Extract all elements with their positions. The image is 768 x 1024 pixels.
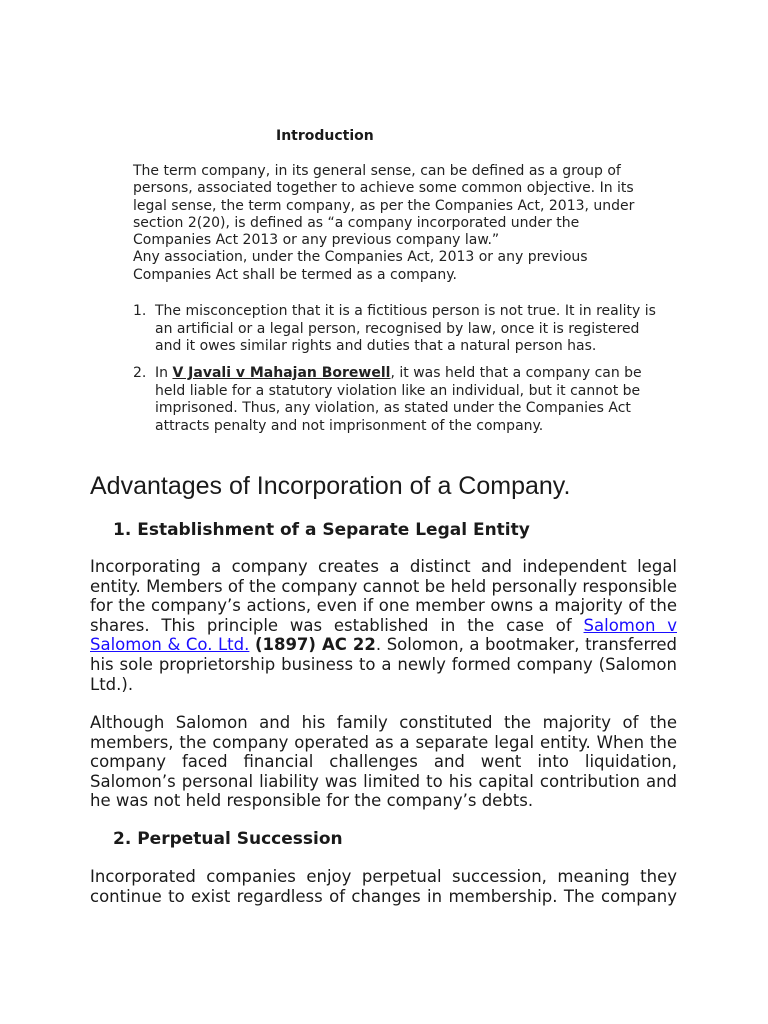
section-2-paragraph-1	[90, 867, 677, 906]
intro-line: legal sense, the term company, as per the Companies Act, 2013, under	[133, 197, 635, 214]
para-text: shares. This principle was established in the case of	[90, 615, 584, 635]
intro-line: persons, associated together to achieve some common objective. In its	[133, 180, 634, 197]
para-text: . Solomon, a bootmaker, transferred	[375, 635, 677, 655]
para-line: members, the company operated as a separate legal entity. When the	[90, 732, 677, 752]
para-line: continue to exist regardless of changes in membership. The company	[90, 886, 677, 906]
list-line	[155, 365, 642, 383]
para-line	[90, 635, 677, 655]
introduction-title: Introduction	[276, 128, 374, 144]
para-line: his sole proprietorship business to a newly formed company (Salomon	[90, 654, 677, 674]
case-citation: (1897) AC 22	[254, 635, 376, 655]
list-number: 1.	[133, 303, 147, 319]
list-line: The misconception that it is a fictitious person is not true. It in reality is	[155, 303, 656, 319]
section-title: Perpetual Succession	[137, 829, 343, 849]
list-line: an artificial or a legal person, recognised by law, once it is registered	[155, 320, 640, 337]
list-line: imprisoned. Thus, any violation, as stated under the Companies Act	[155, 400, 631, 416]
introduction-paragraph	[133, 163, 663, 284]
section-1-heading	[113, 519, 530, 541]
list-line: held liable for a statutory violation like an individual, but it cannot be	[155, 382, 641, 399]
list-item-text	[155, 365, 642, 435]
para-line: company faced financial challenges and went into liquidation,	[90, 752, 677, 772]
para-line: entity. Members of the company cannot be held personally responsible	[90, 576, 677, 596]
section-title: Establishment of a Separate Legal Entity	[137, 520, 530, 540]
list-item-text	[155, 303, 656, 356]
section-1-paragraph-1	[90, 557, 677, 694]
section-number: 1.	[113, 520, 132, 540]
advantages-heading: Advantages of Incorporation of a Company.	[90, 472, 571, 500]
section-1-paragraph-2	[90, 713, 677, 811]
list-line-rest: , it was held that a company can be	[390, 365, 642, 381]
intro-line: Companies Act 2013 or any previous company law.”	[133, 232, 500, 249]
intro-line: Companies Act shall be termed as a company.	[133, 266, 457, 283]
section-number: 2.	[113, 829, 132, 849]
para-line: Incorporating a company creates a distinct and independent legal	[90, 557, 677, 576]
intro-line: section 2(20), is defined as “a company incorporated under the	[133, 214, 580, 231]
intro-line: Any association, under the Companies Act, 2013 or any previous	[133, 249, 588, 266]
case-reference: V Javali v Mahajan Borewell	[172, 365, 391, 381]
list-number: 2.	[133, 365, 147, 381]
salomon-case-link[interactable]: Salomon v	[583, 615, 677, 635]
section-2-heading	[113, 828, 343, 850]
para-line: for the company’s actions, even if one member owns a majority of the	[90, 596, 677, 616]
intro-line: The term company, in its general sense, can be defined as a group of	[133, 163, 621, 179]
para-line: Incorporated companies enjoy perpetual succession, meaning they	[90, 867, 677, 886]
salomon-case-link-continued[interactable]: Salomon & Co. Ltd.	[90, 635, 250, 655]
para-line: Salomon’s personal liability was limited to his capital contribution and	[90, 771, 677, 791]
para-line: Although Salomon and his family constituted the majority of the	[90, 713, 677, 732]
list-prefix: In	[155, 365, 173, 381]
para-line: he was not held responsible for the company’s debts.	[90, 791, 534, 811]
para-line	[90, 616, 677, 636]
para-line: Ltd.).	[90, 674, 134, 694]
list-line: and it owes similar rights and duties that a natural person has.	[155, 338, 597, 354]
list-line: attracts penalty and not imprisonment of the company.	[155, 417, 544, 434]
